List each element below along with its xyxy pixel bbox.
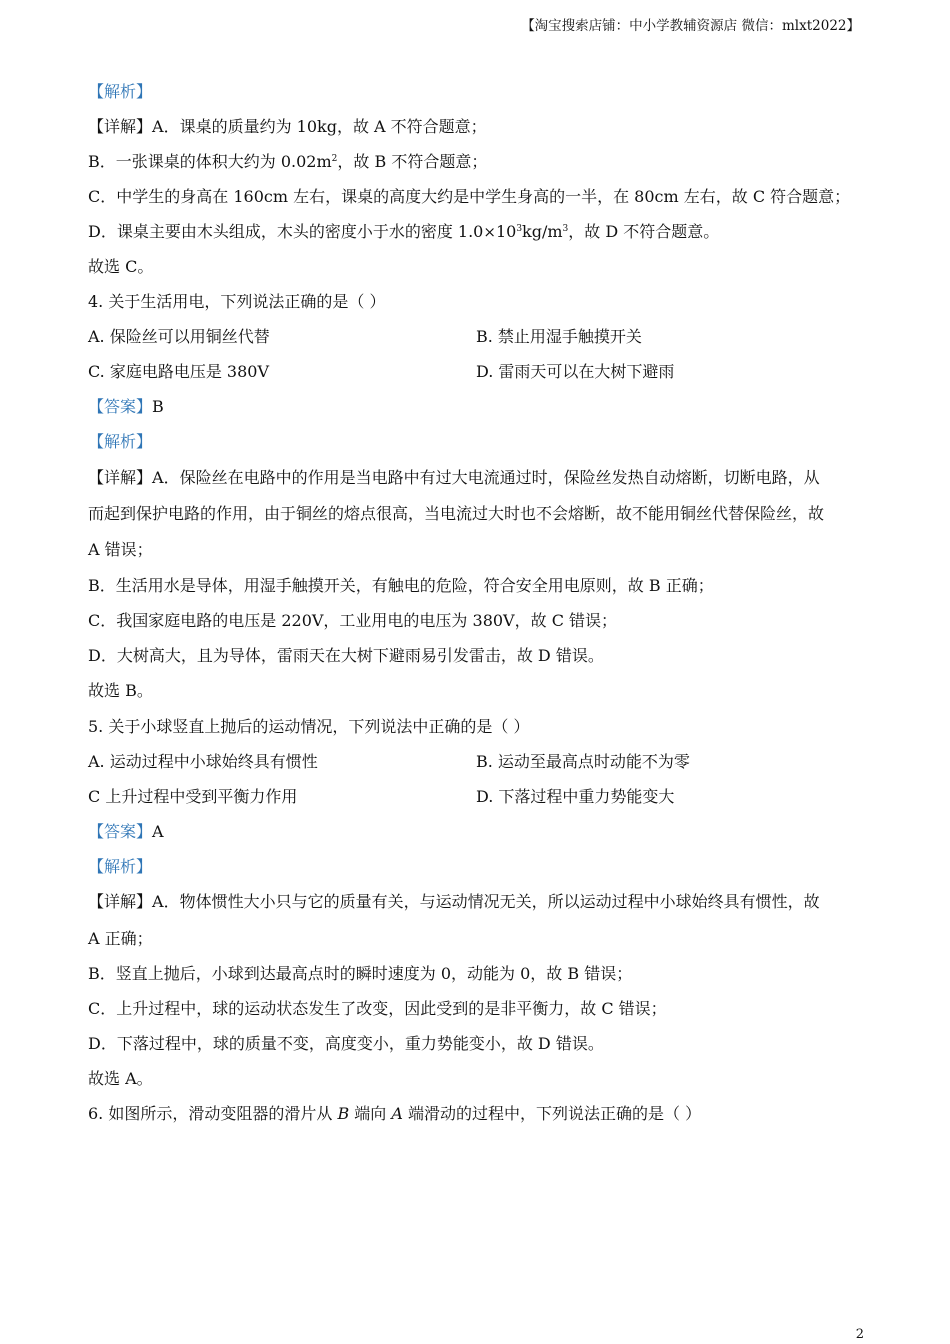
q5-detail-a-line2: A 正确； [88, 929, 153, 948]
q5-detail-b: B．竖直上抛后，小球到达最高点时的瞬时速度为 0，动能为 0，故 B 错误； [88, 964, 633, 983]
answer-tag: 【答案】 [88, 397, 153, 416]
superscript: 2 [331, 154, 338, 164]
superscript: 3 [562, 224, 569, 234]
variable-a: A [391, 1104, 403, 1123]
detail-text: kg/m [522, 222, 563, 241]
q4-choose: 故选 B。 [88, 681, 153, 700]
superscript: 3 [516, 224, 523, 234]
detail-tag: 【详解】 [88, 468, 153, 487]
q4-answer [88, 397, 164, 417]
q4-option-a: A. 保险丝可以用铜丝代替 [88, 327, 270, 346]
q3-detail-d [88, 222, 719, 242]
detail-tag: 【详解】 [88, 117, 153, 136]
q5-option-c: C 上升过程中受到平衡力作用 [88, 787, 298, 806]
detail-text: A．物体惯性大小只与它的质量有关，与运动情况无关，所以运动过程中小球始终具有惯性，故 [152, 892, 820, 911]
detail-text: A．课桌的质量约为 10kg，故 A 不符合题意； [152, 117, 487, 136]
q5-stem: 5. 关于小球竖直上抛后的运动情况，下列说法中正确的是（ ） [88, 717, 530, 736]
detail-text: B．一张课桌的体积大约为 0.02m [88, 152, 332, 171]
detail-text: 10 [495, 222, 517, 241]
q5-detail-d: D．下落过程中，球的质量不变，高度变小，重力势能变小，故 D 错误。 [88, 1034, 604, 1053]
stem-text: 端向 [349, 1104, 392, 1123]
q4-option-d: D. 雷雨天可以在大树下避雨 [476, 362, 675, 381]
detail-text: D．课桌主要由木头组成，木头的密度小于水的密度 1.0 [88, 222, 484, 241]
q4-detail-a-line2: 而起到保护电路的作用，由于铜丝的熔点很高，当电流过大时也不会熔断，故不能用铜丝代替保险丝，故 [88, 504, 825, 523]
q4-detail-a-line1 [88, 468, 820, 488]
q5-answer [88, 822, 164, 842]
q3-detail-c: C．中学生的身高在 160cm 左右，课桌的高度大约是中学生身高的一半，在 80cm 左右，故 C 符合题意； [88, 187, 851, 206]
q4-detail-b: B．生活用水是导体，用湿手触摸开关，有触电的危险，符合安全用电原则，故 B 正确； [88, 576, 714, 595]
q5-option-b: B. 运动至最高点时动能不为零 [476, 752, 690, 771]
page-header: 【淘宝搜索店铺：中小学教辅资源店 微信：mlxt2022】 [521, 18, 860, 34]
analysis-tag: 【解析】 [88, 432, 153, 451]
q4-detail-a-line3: A 错误； [88, 540, 153, 559]
q5-option-d: D. 下落过程中重力势能变大 [476, 787, 675, 806]
q5-choose: 故选 A。 [88, 1069, 153, 1088]
q3-detail-a [88, 117, 487, 137]
q4-detail-d: D．大树高大，且为导体，雷雨天在大树下避雨易引发雷击，故 D 错误。 [88, 646, 604, 665]
q4-stem: 4. 关于生活用电，下列说法正确的是（ ） [88, 292, 386, 311]
detail-text: A．保险丝在电路中的作用是当电路中有过大电流通过时，保险丝发热自动熔断，切断电路，从 [152, 468, 820, 487]
q3-analysis-heading [88, 82, 152, 102]
answer-tag: 【答案】 [88, 822, 153, 841]
q4-detail-c: C．我国家庭电路的电压是 220V，工业用电的电压为 380V，故 C 错误； [88, 611, 618, 630]
stem-text: 端滑动的过程中，下列说法正确的是（ ） [402, 1104, 702, 1123]
detail-tag: 【详解】 [88, 892, 153, 911]
q6-stem [88, 1104, 701, 1124]
q5-analysis-heading [88, 857, 152, 877]
analysis-tag: 【解析】 [88, 857, 153, 876]
q4-analysis-heading [88, 432, 152, 452]
stem-text: 6. 如图所示，滑动变阻器的滑片从 [88, 1104, 338, 1123]
answer-value: B [152, 397, 164, 416]
q5-option-a: A. 运动过程中小球始终具有惯性 [88, 752, 318, 771]
q3-choose: 故选 C。 [88, 257, 154, 276]
analysis-tag: 【解析】 [88, 82, 153, 101]
page-number: 2 [855, 1327, 864, 1342]
q4-option-b: B. 禁止用湿手触摸开关 [476, 327, 642, 346]
answer-value: A [152, 822, 164, 841]
detail-text: ，故 B 不符合题意； [337, 152, 488, 171]
variable-b: B [337, 1104, 350, 1123]
q3-detail-b [88, 152, 487, 172]
detail-text: ，故 D 不符合题意。 [568, 222, 720, 241]
q5-detail-a-line1 [88, 892, 820, 912]
q5-detail-c: C．上升过程中，球的运动状态发生了改变，因此受到的是非平衡力，故 C 错误； [88, 999, 667, 1018]
times-symbol: × [483, 223, 496, 241]
q4-option-c: C. 家庭电路电压是 380V [88, 362, 270, 381]
